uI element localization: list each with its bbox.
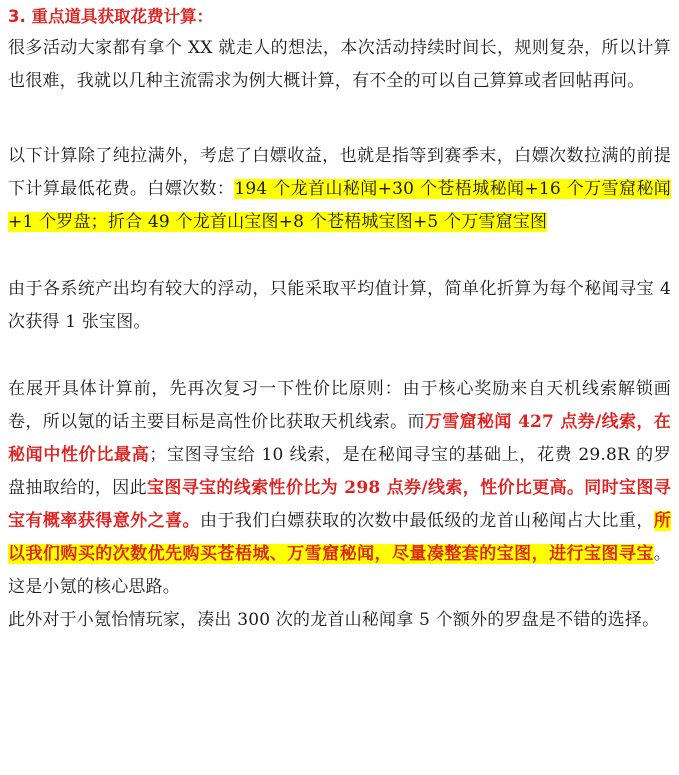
principle-text-a: 在展开具体计算前，先再次复习一下性价比原则：由于核心奖励来自天机线索解锁画卷，所以氪的话主要目标是高性价比获取天机线索。而: [8, 379, 671, 432]
free-count-highlight: 194 个龙首山秘闻+30 个苍梧城秘闻+16 个万雪窟秘闻+1 个罗盘；折合 49 个龙首山宝图+8 个苍梧城宝图+5 个万雪窟宝图: [8, 179, 671, 232]
paragraph-spacer: [8, 239, 671, 273]
free-count-text: 以下计算除了纯拉满外，考虑了白嫖收益，也就是指等到赛季末，白嫖次数拉满的前提下计算最低花费。白嫖次数：: [8, 146, 671, 199]
free-count-paragraph: [8, 140, 671, 239]
casual-player-paragraph: 此外对于小氪怡情玩家，凑出 300 次的龙首山秘闻拿 5 个额外的罗盘是不错的选择。: [8, 610, 660, 630]
intro-paragraph: 很多活动大家都有拿个 XX 就走人的想法，本次活动持续时间长，规则复杂，所以计算也很难，我就以几种主流需求为例大概计算，有不全的可以自己算算或者回帖再问。: [8, 38, 671, 91]
principle-text-e: 由于我们白嫖获取的次数中最低级的龙首山秘闻占大比重，: [200, 511, 654, 531]
paragraph-spacer: [8, 339, 671, 373]
paragraph-spacer: [8, 98, 671, 140]
section-heading: 3. 重点道具获取花费计算：: [8, 7, 213, 26]
wanxueku-value-emphasis: 万雪窟秘闻 427 点券/线索，在秘闻中性价比最高: [8, 412, 671, 465]
principle-text-c: ；宝图寻宝给 10 线索，是在秘闻寻宝的基础上，花费 29.8R 的罗盘抽取给的，因此: [8, 445, 671, 498]
purchase-priority-highlight: 所以我们购买的次数优先购买苍梧城、万雪窟秘闻，尽量凑整套的宝图，进行宝图寻宝: [8, 511, 672, 564]
averaging-paragraph: 由于各系统产出均有较大的浮动，只能采取平均值计算，简单化折算为每个秘闻寻宝 4 次获得 1 张宝图。: [8, 279, 671, 332]
value-principle-paragraph: [8, 373, 671, 604]
treasure-map-value-emphasis: 宝图寻宝的线索性价比为 298 点券/线索，性价比更高。同时宝图寻宝有概率获得意外之喜。: [8, 478, 671, 531]
principle-text-g: 。这是小氪的核心思路。: [8, 544, 671, 597]
